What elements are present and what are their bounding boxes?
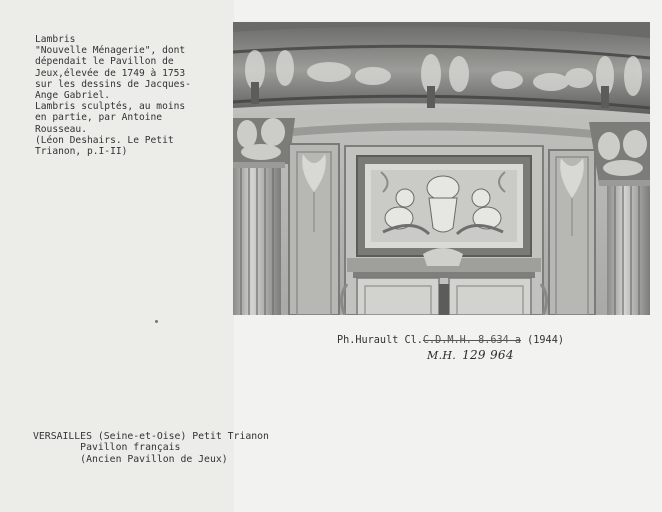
caption-line: en partie, par Antoine: [35, 112, 163, 124]
caption-line: Rousseau.: [35, 123, 87, 135]
caption-block: [35, 34, 230, 157]
location-line-3: (Ancien Pavillon de Jeux): [33, 453, 228, 465]
annotation-label: M.H.: [427, 349, 457, 362]
paper-speck: [155, 320, 158, 323]
caption-line: Ange Gabriel.: [35, 90, 111, 102]
credit-year: (1944): [527, 335, 564, 346]
annotation-number: 129 964: [462, 348, 514, 362]
photo-credit: [337, 335, 564, 346]
location-line-1: VERSAILLES (Seine-et-Oise) Petit Trianon: [33, 431, 269, 442]
handwritten-annotation: [427, 348, 514, 362]
location-block: [33, 431, 269, 465]
caption-line: Jeux,élevée de 1749 à 1753: [35, 67, 186, 79]
credit-struck-reference: C.D.M.H. 8.634 a: [422, 335, 522, 346]
caption-line: Lambris sculptés, au moins: [35, 101, 186, 113]
photo-illustration: [233, 22, 650, 315]
caption-line: Lambris: [35, 34, 76, 45]
caption-line: Trianon, p.I-II): [35, 146, 128, 158]
caption-line: (Léon Deshairs. Le Petit: [35, 134, 174, 146]
caption-line: sur les dessins de Jacques-: [35, 78, 191, 90]
caption-line: "Nouvelle Ménagerie", dont: [35, 45, 186, 57]
location-line-2: Pavillon français: [33, 442, 181, 454]
panelling-photograph: [233, 22, 650, 315]
credit-prefix: Ph.Hurault Cl.: [337, 335, 423, 346]
caption-line: dépendait le Pavillon de: [35, 56, 174, 68]
